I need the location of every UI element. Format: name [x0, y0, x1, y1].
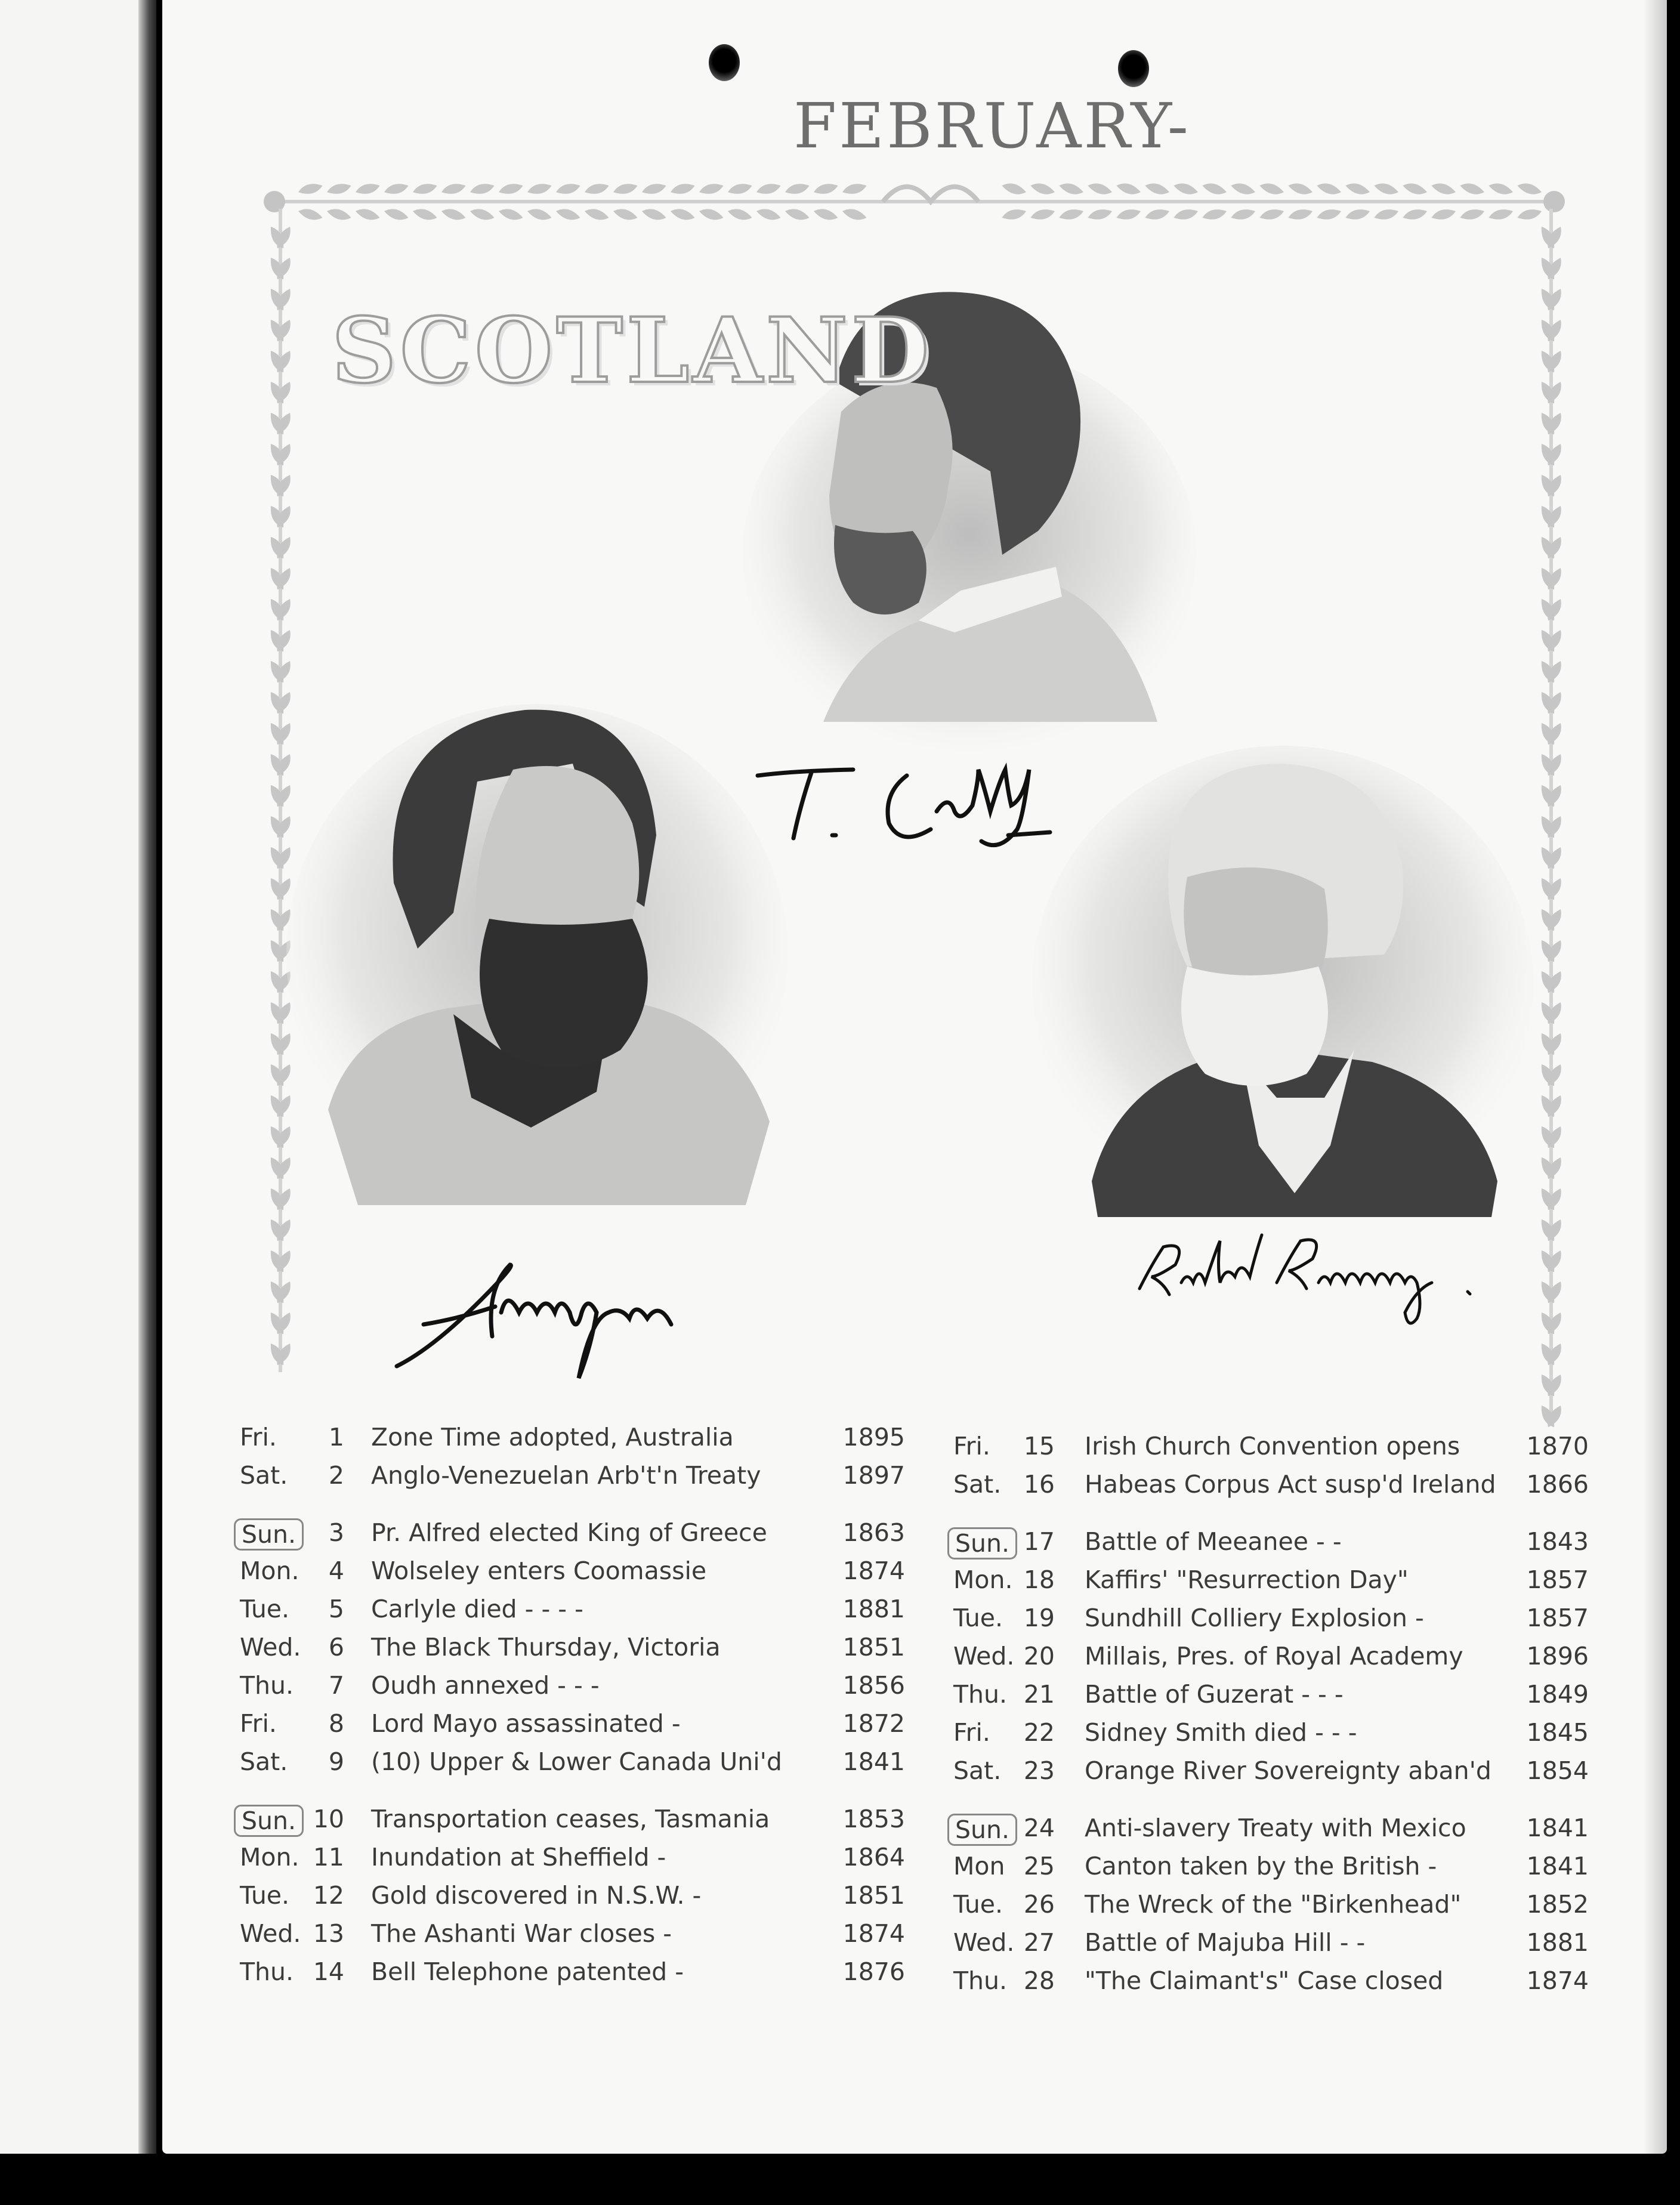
event-text: Oudh annexed - - -: [371, 1671, 600, 1700]
date-number: 6: [328, 1633, 344, 1662]
vine-leaf: [813, 206, 839, 222]
day-label: Thu.: [953, 1966, 1008, 1995]
vine-leaf: [440, 181, 467, 196]
vine-leaf: [1401, 206, 1428, 222]
calendar-row: [234, 1747, 905, 1786]
vine-leaf: [555, 181, 582, 196]
date-number: 7: [328, 1671, 344, 1700]
vine-leaf: [1144, 181, 1171, 196]
calendar-row: [947, 1890, 1589, 1928]
date-number: 4: [328, 1557, 344, 1585]
vine-leaf: [1315, 206, 1342, 222]
date-number: 12: [313, 1881, 344, 1910]
calendar-row: [947, 1756, 1589, 1795]
vine-leaf: [440, 206, 467, 222]
vine-leaf: [1144, 206, 1171, 222]
event-year: 1897: [842, 1461, 905, 1490]
signature-browning: [1139, 1235, 1470, 1323]
calendar-row: [234, 1843, 905, 1881]
calendar-row: [234, 1919, 905, 1957]
vine-leaf: [1201, 181, 1228, 196]
calendar-row: [947, 1604, 1589, 1642]
vine-leaf: [813, 181, 839, 196]
vine-leaf: [1029, 206, 1056, 222]
event-text: The Black Thursday, Victoria: [371, 1633, 721, 1662]
vine-leaf: [498, 206, 524, 222]
vine-leaf: [583, 181, 610, 196]
date-number: 23: [1023, 1756, 1055, 1785]
vine-leaf: [1258, 181, 1285, 196]
vine-leaf: [698, 181, 725, 196]
vine-leaf: [1086, 206, 1113, 222]
date-number: 2: [328, 1461, 344, 1490]
calendar-row: [947, 1852, 1589, 1890]
event-year: 1841: [842, 1747, 905, 1776]
date-number: 18: [1023, 1565, 1055, 1594]
vine-leaf: [526, 181, 553, 196]
vine-leaf: [841, 181, 868, 196]
date-number: 28: [1023, 1966, 1055, 1995]
event-year: 1854: [1526, 1756, 1589, 1785]
day-label: Tue.: [953, 1890, 1003, 1919]
vine-leaf: [1516, 206, 1543, 222]
calendar-row: [947, 1814, 1589, 1852]
event-year: 1853: [842, 1805, 905, 1833]
event-text: Millais, Pres. of Royal Academy: [1085, 1642, 1463, 1670]
vine-leaf: [412, 181, 438, 196]
event-text: Sidney Smith died - - -: [1085, 1718, 1357, 1747]
vine-leaf: [1344, 181, 1371, 196]
vine-leaf: [354, 181, 381, 196]
event-text: Bell Telephone patented -: [371, 1957, 684, 1986]
calendar-row: [947, 1432, 1589, 1470]
vine-leaf: [1401, 181, 1428, 196]
date-number: 19: [1023, 1604, 1055, 1632]
calendar-row: [234, 1557, 905, 1595]
vine-leaf: [1487, 206, 1514, 222]
date-number: 15: [1023, 1432, 1055, 1460]
vine-leaf: [1058, 181, 1085, 196]
day-label: Thu.: [240, 1671, 294, 1700]
date-number: 8: [328, 1709, 344, 1738]
vine-leaf: [383, 181, 410, 196]
top-border-vine: [264, 181, 1565, 222]
event-year: 1863: [842, 1518, 905, 1547]
vine-leaf: [1115, 206, 1142, 222]
event-text: Wolseley enters Coomassie: [371, 1557, 707, 1585]
event-text: Canton taken by the British -: [1085, 1852, 1437, 1880]
vine-leaf: [1201, 206, 1228, 222]
event-text: Sundhill Colliery Explosion -: [1085, 1604, 1424, 1632]
vine-leaf: [1230, 181, 1256, 196]
date-number: 9: [328, 1747, 344, 1776]
day-label: Sat.: [953, 1756, 1002, 1785]
vine-leaf: [326, 206, 353, 222]
vine-leaf: [841, 206, 868, 222]
day-label: Wed.: [953, 1928, 1015, 1957]
date-number: 1: [328, 1423, 344, 1452]
event-text: Anglo-Venezuelan Arb't'n Treaty: [371, 1461, 761, 1490]
calendar-row: [947, 1718, 1589, 1756]
day-label: Fri.: [240, 1423, 277, 1452]
event-year: 1857: [1526, 1565, 1589, 1594]
vine-leaf: [641, 181, 668, 196]
vine-leaf: [469, 206, 496, 222]
vine-leaf: [469, 181, 496, 196]
vine-leaf: [1115, 181, 1142, 196]
event-year: 1851: [842, 1881, 905, 1910]
vine-leaf: [612, 206, 639, 222]
date-number: 11: [313, 1843, 344, 1872]
vine-leaf: [612, 181, 639, 196]
signature-carlyle: [758, 770, 1050, 845]
calendar-row: [947, 1470, 1589, 1508]
vine-leaf: [755, 181, 782, 196]
event-year: 1849: [1526, 1680, 1589, 1709]
event-text: Orange River Sovereignty aban'd: [1085, 1756, 1491, 1785]
day-label: Wed.: [240, 1633, 301, 1662]
date-number: 3: [328, 1518, 344, 1547]
vine-leaf: [1230, 206, 1256, 222]
event-year: 1874: [1526, 1966, 1589, 1995]
day-label: Sun.: [947, 1527, 1017, 1559]
event-year: 1881: [1526, 1928, 1589, 1957]
day-label: Sat.: [240, 1747, 288, 1776]
date-number: 10: [313, 1805, 344, 1833]
date-number: 27: [1023, 1928, 1055, 1957]
right-border-vine: [1537, 209, 1565, 1429]
event-text: Battle of Guzerat - - -: [1085, 1680, 1344, 1709]
event-text: Kaffirs' "Resurrection Day": [1085, 1565, 1409, 1594]
event-text: Transportation ceases, Tasmania: [371, 1805, 770, 1833]
event-year: 1874: [842, 1557, 905, 1585]
day-label: Wed.: [953, 1642, 1015, 1670]
day-label: Mon.: [240, 1843, 299, 1872]
event-text: Gold discovered in N.S.W. -: [371, 1881, 702, 1910]
calendar-row: [947, 1642, 1589, 1680]
left-border-vine: [267, 209, 294, 1372]
day-label: Tue.: [953, 1604, 1003, 1632]
event-year: 1852: [1526, 1890, 1589, 1919]
date-number: 20: [1023, 1642, 1055, 1670]
vine-leaf: [727, 206, 753, 222]
calendar-row: [234, 1595, 905, 1633]
event-year: 1841: [1526, 1852, 1589, 1880]
vine-leaf: [1373, 181, 1400, 196]
signature-tennyson: [397, 1265, 671, 1378]
vine-leaf: [669, 206, 696, 222]
event-text: Habeas Corpus Act susp'd Ireland: [1085, 1470, 1496, 1499]
vine-leaf: [326, 181, 353, 196]
vine-leaf: [784, 181, 811, 196]
day-label: Sun.: [947, 1814, 1017, 1846]
day-label: Wed.: [240, 1919, 301, 1948]
vine-leaf: [1086, 181, 1113, 196]
day-label: Thu.: [240, 1957, 294, 1986]
calendar-row: [947, 1966, 1589, 2005]
day-label: Sat.: [953, 1470, 1002, 1499]
day-label: Mon.: [240, 1557, 299, 1585]
vine-leaf: [526, 206, 553, 222]
event-year: 1874: [842, 1919, 905, 1948]
vine-leaf: [1373, 206, 1400, 222]
event-text: Carlyle died - - - -: [371, 1595, 583, 1623]
vine-leaf: [383, 206, 410, 222]
vine-leaf: [1058, 206, 1085, 222]
vine-leaf: [583, 206, 610, 222]
event-year: 1851: [842, 1633, 905, 1662]
event-text: (10) Upper & Lower Canada Uni'd: [371, 1747, 782, 1776]
vine-leaf: [1487, 181, 1514, 196]
vine-leaf: [1516, 181, 1543, 196]
calendar-row: [234, 1633, 905, 1671]
event-year: 1856: [842, 1671, 905, 1700]
region-heading: SCOTLAND: [332, 298, 933, 403]
day-label: Mon.: [953, 1565, 1013, 1594]
vine-leaf: [1430, 181, 1457, 196]
day-label: Sun.: [234, 1805, 304, 1837]
day-label: Thu.: [953, 1680, 1008, 1709]
vine-leaf: [727, 181, 753, 196]
event-year: 1857: [1526, 1604, 1589, 1632]
event-year: 1845: [1526, 1718, 1589, 1747]
vine-leaf: [784, 206, 811, 222]
vine-leaf: [412, 206, 438, 222]
event-text: "The Claimant's" Case closed: [1085, 1966, 1444, 1995]
calendar-row: [234, 1423, 905, 1461]
vine-leaf: [1344, 206, 1371, 222]
calendar-row: [234, 1709, 905, 1747]
vine-leaf: [1172, 181, 1199, 196]
calendar-row: [234, 1881, 905, 1919]
calendar-row: [234, 1671, 905, 1709]
event-text: Zone Time adopted, Australia: [371, 1423, 734, 1452]
vine-leaf: [698, 206, 725, 222]
event-text: Battle of Majuba Hill - -: [1085, 1928, 1366, 1957]
portrait-tennyson: [286, 704, 788, 1205]
date-number: 21: [1023, 1680, 1055, 1709]
event-year: 1843: [1526, 1527, 1589, 1556]
day-label: Fri.: [240, 1709, 277, 1738]
month-title: FEBRUARY-: [793, 89, 1191, 162]
event-year: 1896: [1526, 1642, 1589, 1670]
vine-leaf: [498, 181, 524, 196]
day-label: Tue.: [240, 1881, 290, 1910]
vine-leaf: [297, 206, 324, 222]
day-label: Fri.: [953, 1432, 990, 1460]
event-text: Battle of Meeanee - -: [1085, 1527, 1342, 1556]
vine-leaf: [1430, 206, 1457, 222]
vine-leaf: [297, 181, 324, 196]
date-number: 13: [313, 1919, 344, 1948]
calendar-row: [234, 1461, 905, 1499]
vine-leaf: [1287, 181, 1314, 196]
event-text: Inundation at Sheffield -: [371, 1843, 666, 1872]
vine-leaf: [1459, 206, 1486, 222]
calendar-row: [947, 1680, 1589, 1718]
date-number: 22: [1023, 1718, 1055, 1747]
event-year: 1866: [1526, 1470, 1589, 1499]
event-year: 1870: [1526, 1432, 1589, 1460]
vine-leaf: [1287, 206, 1314, 222]
event-year: 1841: [1526, 1814, 1589, 1842]
calendar-row: [234, 1957, 905, 1996]
portrait-browning: [1032, 746, 1533, 1223]
event-year: 1872: [842, 1709, 905, 1738]
vine-leaf: [354, 206, 381, 222]
date-number: 16: [1023, 1470, 1055, 1499]
date-number: 17: [1023, 1527, 1055, 1556]
event-text: Irish Church Convention opens: [1085, 1432, 1460, 1460]
day-label: Sat.: [240, 1461, 288, 1490]
vine-leaf: [1258, 206, 1285, 222]
calendar-row: [234, 1805, 905, 1843]
vine-leaf: [1000, 181, 1027, 196]
day-label: Fri.: [953, 1718, 990, 1747]
day-label: Sun.: [234, 1518, 304, 1551]
day-label: Tue.: [240, 1595, 290, 1623]
calendar-row: [234, 1518, 905, 1557]
date-number: 26: [1023, 1890, 1055, 1919]
vine-leaf: [555, 206, 582, 222]
event-year: 1864: [842, 1843, 905, 1872]
vine-leaf: [1029, 181, 1056, 196]
calendar-row: [947, 1928, 1589, 1966]
event-year: 1881: [842, 1595, 905, 1623]
event-text: Pr. Alfred elected King of Greece: [371, 1518, 767, 1547]
calendar-row: [947, 1527, 1589, 1565]
date-number: 25: [1023, 1852, 1055, 1880]
date-number: 5: [328, 1595, 344, 1623]
date-number: 14: [313, 1957, 344, 1986]
vine-leaf: [1459, 181, 1486, 196]
event-text: Anti-slavery Treaty with Mexico: [1085, 1814, 1466, 1842]
event-text: The Wreck of the "Birkenhead": [1085, 1890, 1462, 1919]
vine-leaf: [641, 206, 668, 222]
event-text: Lord Mayo assassinated -: [371, 1709, 681, 1738]
date-number: 24: [1023, 1814, 1055, 1842]
vine-leaf: [1000, 206, 1027, 222]
day-label: Mon: [953, 1852, 1005, 1880]
vine-leaf: [1315, 181, 1342, 196]
vine-leaf: [755, 206, 782, 222]
vine-leaf: [669, 181, 696, 196]
calendar-row: [947, 1565, 1589, 1604]
vine-leaf: [1172, 206, 1199, 222]
event-year: 1876: [842, 1957, 905, 1986]
event-text: The Ashanti War closes -: [371, 1919, 672, 1948]
event-year: 1895: [842, 1423, 905, 1452]
